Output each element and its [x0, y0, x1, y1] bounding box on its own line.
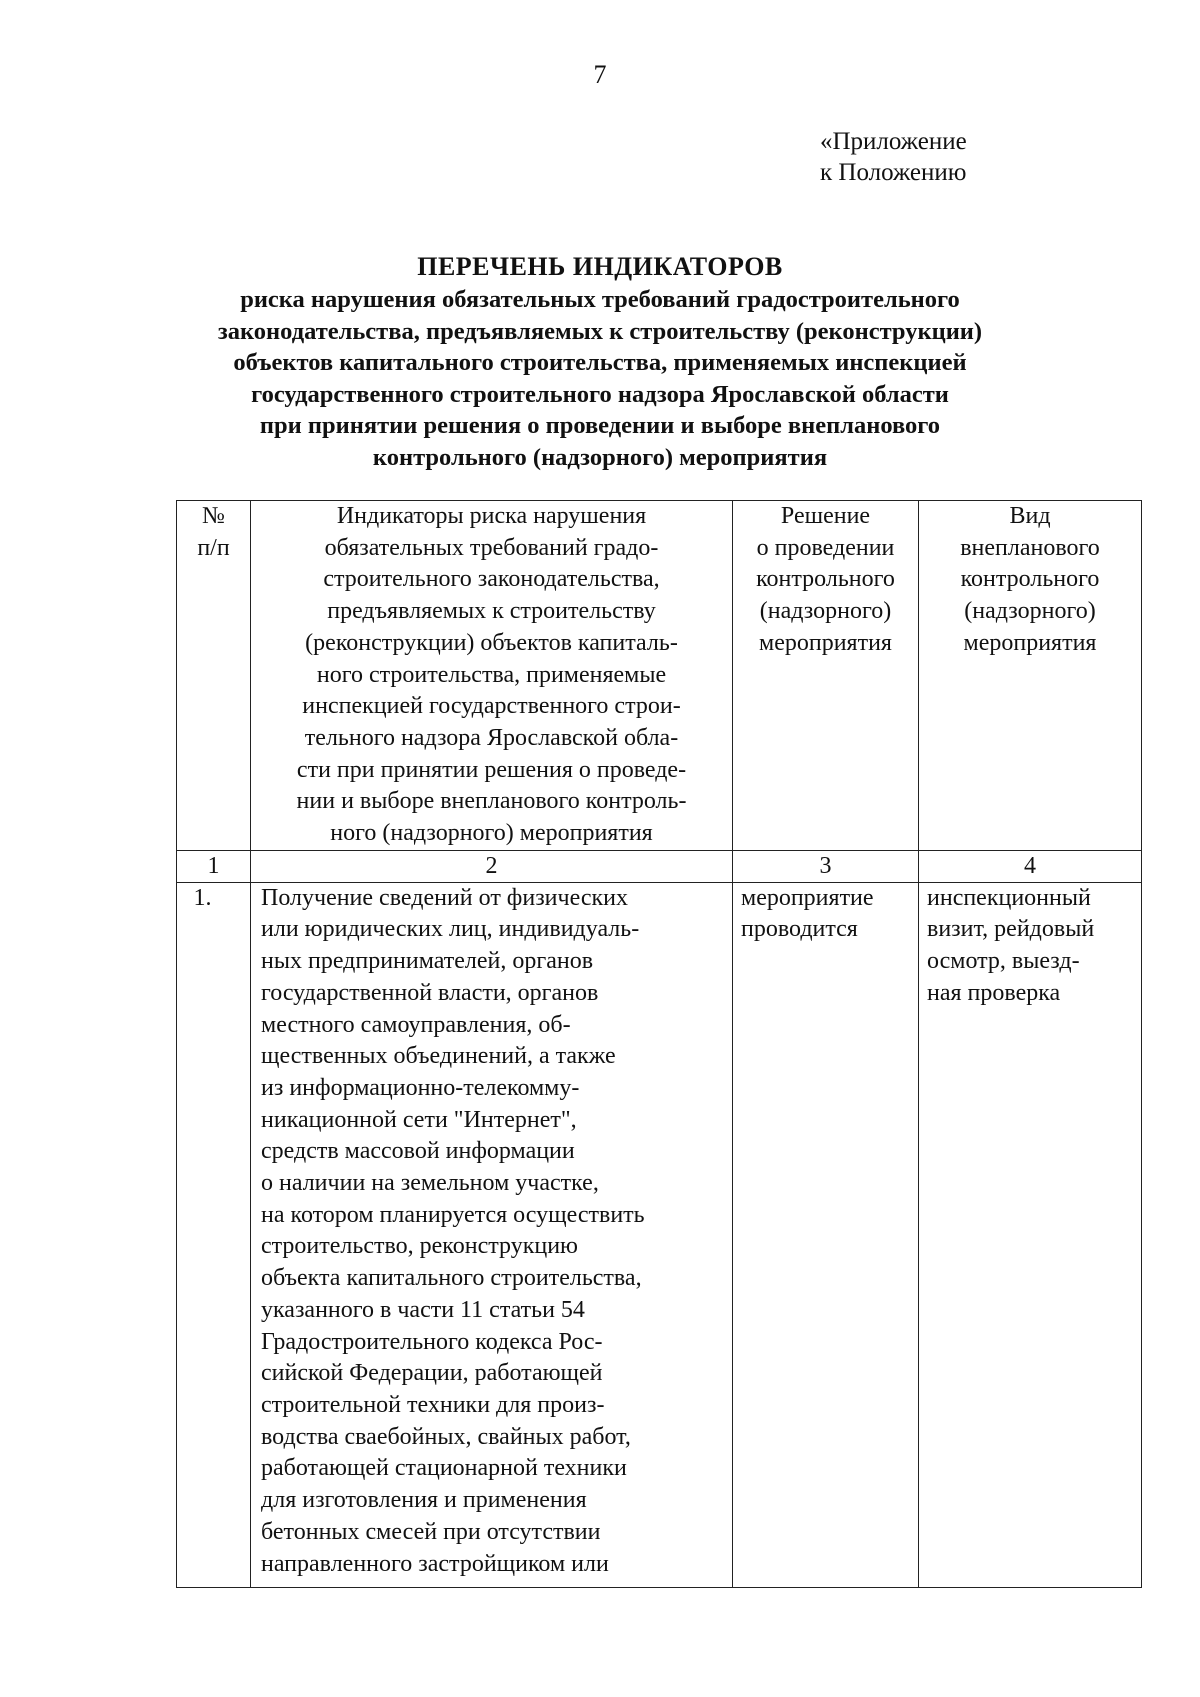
table-row	[177, 882, 1142, 1587]
text-line: водства сваебойных, свайных работ,	[261, 1423, 631, 1450]
text-line: для изготовления и применения	[261, 1487, 587, 1514]
title-line: при принятии решения о проведении и выборе внепланового	[259, 412, 941, 439]
header-line: инспекцией государственного строи-	[302, 693, 681, 720]
text-line: никационной сети "Интернет",	[261, 1106, 577, 1133]
text-line: о наличии на земельном участке,	[261, 1170, 599, 1197]
header-line: мероприятия	[759, 629, 892, 656]
text-line: ных предпринимателей, органов	[261, 948, 594, 975]
text-line: указанного в части 11 статьи 54	[261, 1296, 585, 1323]
header-line: Решение	[780, 503, 871, 529]
text-line: бетонных смесей при отсутствии	[261, 1518, 601, 1545]
text-line: осмотр, выезд-	[927, 948, 1080, 975]
header-number	[177, 501, 251, 851]
text-line: мероприятие	[741, 884, 874, 911]
header-line: о проведении	[756, 534, 895, 561]
header-line: №	[202, 503, 225, 529]
header-line: контрольного	[756, 566, 895, 593]
header-line: мероприятия	[963, 629, 1097, 656]
text-line: государственной власти, органов	[261, 979, 599, 1006]
header-line: (реконструкции) объектов капиталь-	[305, 629, 678, 656]
control-type-text	[919, 882, 1142, 1587]
header-indicators	[251, 501, 733, 851]
row-number: 1.	[177, 882, 251, 1587]
text-line: визит, рейдовый	[927, 916, 1095, 943]
title-line: законодательства, предъявляемых к строительству (реконструкции)	[217, 317, 983, 345]
table-header-row	[177, 501, 1142, 851]
appendix-line: к Положению	[820, 159, 967, 186]
document-title	[140, 250, 1060, 473]
column-number: 4	[919, 850, 1142, 882]
title-line: риска нарушения обязательных требований градостроительного	[240, 286, 960, 313]
appendix-note	[820, 126, 967, 188]
text-line: ная проверка	[927, 979, 1061, 1006]
text-line: местного самоуправления, об-	[261, 1011, 571, 1038]
text-line: строительство, реконструкцию	[261, 1233, 578, 1260]
header-line: нии и выборе внепланового контроль-	[296, 788, 687, 815]
header-line: п/п	[197, 534, 230, 561]
header-line: (надзорного)	[964, 598, 1096, 625]
header-line: обязательных требований градо-	[324, 534, 659, 561]
text-line: или юридических лиц, индивидуаль-	[261, 916, 640, 943]
title-line: государственного строительного надзора Ярославской области	[251, 380, 949, 408]
title-line: объектов капитального строительства, применяемых инспекцией	[233, 349, 967, 376]
decision-text	[733, 882, 919, 1587]
title-main: ПЕРЕЧЕНЬ ИНДИКАТОРОВ	[417, 252, 783, 281]
header-decision	[733, 501, 919, 851]
column-number-row	[177, 850, 1142, 882]
header-line: сти при принятии решения о проведе-	[296, 756, 687, 783]
text-line: проводится	[741, 916, 858, 943]
page-number: 7	[593, 60, 607, 89]
text-line: строительной техники для произ-	[261, 1391, 605, 1418]
indicator-text	[251, 882, 733, 1587]
text-line: инспекционный	[927, 884, 1091, 911]
text-line: объекта капитального строительства,	[261, 1265, 642, 1292]
text-line: направленного застройщиком или	[261, 1550, 609, 1577]
text-line: из информационно-телекомму-	[261, 1074, 580, 1101]
indicators-table	[176, 500, 1142, 1588]
column-number: 2	[251, 850, 733, 882]
column-number: 3	[733, 850, 919, 882]
header-line: внепланового	[960, 534, 1100, 561]
header-control-type	[919, 501, 1142, 851]
text-line: работающей стационарной техники	[261, 1455, 627, 1482]
text-line: Градостроительного кодекса Рос-	[261, 1328, 603, 1355]
text-line: средств массовой информации	[261, 1138, 575, 1165]
text-line: щественных объединений, а также	[261, 1043, 616, 1070]
title-line: контрольного (надзорного) мероприятия	[372, 443, 828, 471]
column-number: 1	[177, 850, 251, 882]
header-line: тельного надзора Ярославской обла-	[304, 724, 679, 751]
header-line: контрольного	[960, 566, 1100, 593]
text-line: сийской Федерации, работающей	[261, 1360, 603, 1387]
appendix-line: «Приложение	[820, 128, 967, 155]
header-line: Вид	[1009, 503, 1051, 529]
header-line: ного (надзорного) мероприятия	[330, 820, 653, 847]
header-line: (надзорного)	[759, 598, 892, 625]
text-line: Получение сведений от физических	[261, 884, 628, 911]
header-line: ного строительства, применяемые	[316, 661, 667, 688]
header-line: Индикаторы риска нарушения	[336, 503, 647, 529]
header-line: предъявляемых к строительству	[327, 598, 656, 625]
text-line: на котором планируется осуществить	[261, 1201, 645, 1228]
header-line: строительного законодательства,	[323, 566, 660, 593]
